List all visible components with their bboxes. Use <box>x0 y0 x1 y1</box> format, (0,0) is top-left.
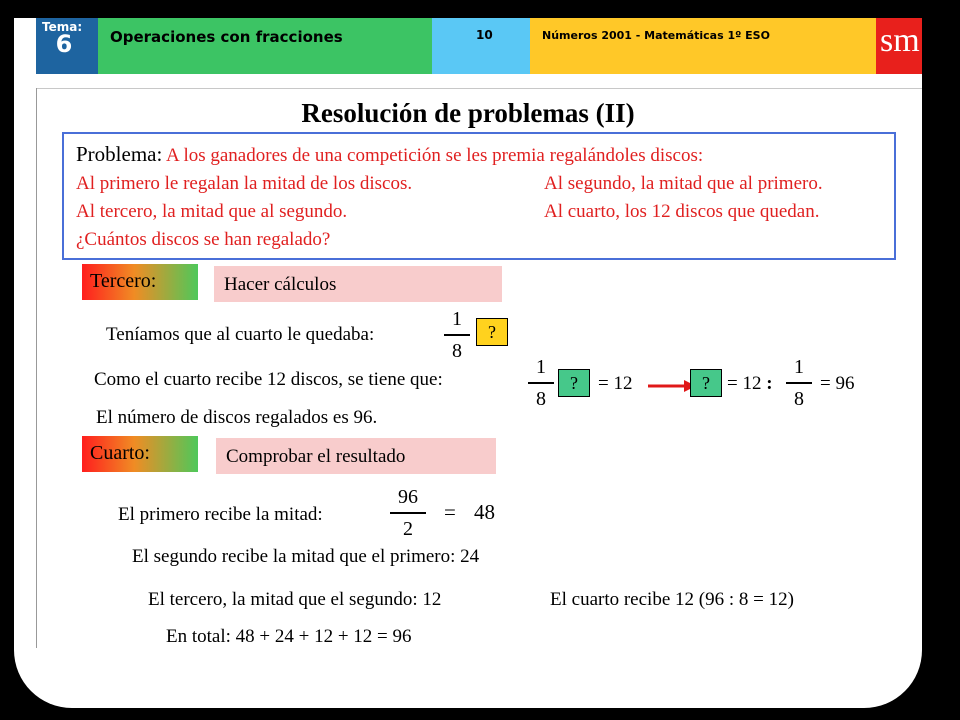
question-box-green-b: ? <box>690 369 722 397</box>
fraction-bar <box>528 382 554 384</box>
header-divider <box>36 88 922 89</box>
frac-den: 8 <box>536 388 546 410</box>
equals-12-a: = 12 <box>598 373 633 394</box>
first-equals: = <box>444 500 456 524</box>
question-box-yellow: ? <box>476 318 508 346</box>
equals-96: = 96 <box>820 373 855 394</box>
frac-den: 8 <box>794 388 804 410</box>
problem-line4: ¿Cuántos discos se han regalado? <box>76 229 331 250</box>
second-receives: El segundo recibe la mitad que el primero: 24 <box>132 546 480 567</box>
left-border-line <box>36 88 37 648</box>
problem-line3a: Al tercero, la mitad que al segundo. <box>76 201 348 222</box>
problem-label: Problema: <box>76 142 163 166</box>
tema-label: Tema: <box>42 20 83 34</box>
fraction-one-eighth-c <box>786 354 812 412</box>
sm-logo <box>876 18 922 74</box>
equals-12-text: = 12 <box>727 373 762 394</box>
step-tercero-label <box>82 264 198 300</box>
colon-symbol: : <box>766 373 773 394</box>
fraction-bar <box>444 334 470 336</box>
frac-den: 2 <box>403 518 413 540</box>
first-receives: El primero recibe la mitad: <box>118 504 323 525</box>
problem-text-1: A los ganadores de una competición se les premia regalándoles discos: <box>166 145 704 166</box>
step-cuarto-title <box>216 438 496 474</box>
step-cuarto-label <box>82 436 198 472</box>
question-box-green-a: ? <box>558 369 590 397</box>
equals-12-b <box>727 373 773 395</box>
step3-line3: El número de discos regalados es 96. <box>96 407 378 428</box>
tema-number: 6 <box>55 30 73 58</box>
step-tercero-title <box>214 266 502 302</box>
page-title: Resolución de problemas (II) <box>301 98 635 128</box>
step-cuarto-title-text: Comprobar el resultado <box>226 446 406 467</box>
problem-line1 <box>76 142 703 167</box>
step-tercero-title-text: Hacer cálculos <box>224 274 337 295</box>
fraction-bar <box>786 382 812 384</box>
step-tercero-text: Tercero: <box>90 270 157 292</box>
header-title-bar <box>98 18 432 74</box>
fraction-one-eighth-b <box>528 354 554 412</box>
logo-text: sm <box>880 22 920 59</box>
fraction-one-eighth-a <box>444 306 470 364</box>
total-line: En total: 48 + 24 + 12 + 12 = 96 <box>166 626 412 647</box>
fraction-bar <box>390 512 426 514</box>
slide-number-bar <box>432 18 530 74</box>
frac-num: 1 <box>536 356 546 378</box>
step-cuarto-text: Cuarto: <box>90 442 150 464</box>
step3-line1: Teníamos que al cuarto le quedaba: <box>106 324 375 345</box>
header-title: Operaciones con fracciones <box>110 28 343 46</box>
book-title-bar <box>530 18 876 74</box>
first-value: 48 <box>474 500 495 524</box>
tema-badge <box>36 18 98 74</box>
frac-den: 8 <box>452 340 462 362</box>
third-receives: El tercero, la mitad que el segundo: 12 <box>148 589 442 610</box>
slide <box>14 18 922 708</box>
slide-number: 10 <box>476 28 493 42</box>
fraction-96-over-2 <box>390 484 426 542</box>
problem-line3b: Al cuarto, los 12 discos que quedan. <box>544 201 820 222</box>
fourth-receives: El cuarto recibe 12 (96 : 8 = 12) <box>550 589 794 610</box>
frac-num: 1 <box>794 356 804 378</box>
step3-line2: Como el cuarto recibe 12 discos, se tiene que: <box>94 369 443 390</box>
problem-line2a: Al primero le regalan la mitad de los discos. <box>76 173 413 194</box>
frac-num: 96 <box>398 486 418 508</box>
frac-num: 1 <box>452 308 462 330</box>
problem-line2b: Al segundo, la mitad que al primero. <box>544 173 823 194</box>
book-title: Números 2001 - Matemáticas 1º ESO <box>542 29 770 42</box>
